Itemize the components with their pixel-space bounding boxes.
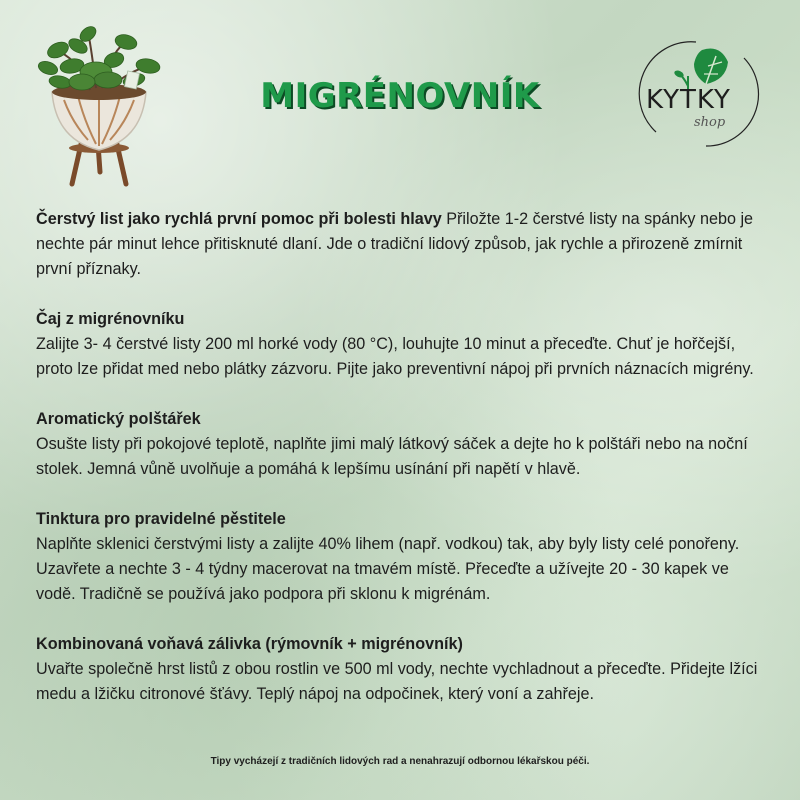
tip-heading: Tinktura pro pravidelné pěstitele (36, 510, 286, 528)
tip-body: Osušte listy při pokojové teplotě, naplňte jimi malý látkový sáček a dejte ho k polštáři nebo na noční stolek. Jemná vůně uvolňuje a pomáhá k lepšímu usínání při napětí v hlavě. (36, 435, 748, 478)
logo-main-text: KYTKY (646, 85, 731, 115)
tip-heading: Čaj z migrénovníku (36, 310, 185, 328)
tip-heading: Aromatický polštářek (36, 410, 201, 428)
page-title: MIGRÉNOVNÍK (260, 76, 540, 116)
monstera-leaf-icon (694, 49, 728, 85)
kytky-shop-logo (636, 36, 764, 154)
tip-heading: Čerstvý list jako rychlá první pomoc při bolesti hlavy (36, 210, 442, 228)
tip-fresh-leaf (36, 207, 766, 282)
tip-tea (36, 307, 766, 382)
tip-infusion (36, 632, 766, 707)
tip-heading: Kombinovaná voňavá zálivka (rýmovník + migrénovník) (36, 635, 463, 653)
tip-body: Přiložte 1-2 čerstvé listy na spánky nebo je nechte pár minut lehce přitisknuté dlaní. Jde o tradiční lidový způsob, jak rychle a přirozeně zmírnit první příznaky. (36, 210, 754, 278)
disclaimer-footnote: Tipy vycházejí z tradičních lidových rad a nenahrazují odbornou lékařskou péči. (210, 756, 590, 767)
tips-content (36, 207, 766, 732)
logo-sub-text: shop (694, 115, 726, 130)
tip-pillow (36, 407, 766, 482)
tip-body: Naplňte sklenici čerstvými listy a zalijte 40% lihem (např. vodkou) tak, aby byly listy celé ponořeny. Uzavřete a nechte 3 - 4 týdny macerovat na tmavém místě. Přeceďte a užívejte 20 - 30 kapek ve vodě. Tradičně se používá jako podpora při sklonu k migrénám. (36, 535, 740, 603)
tip-body: Uvařte společně hrst listů z obou rostlin ve 500 ml vody, nechte vychladnout a přeceďte. Přidejte lžíci medu a lžičku citronové šťávy. Teplý nápoj na odpočinek, který voní a zahřeje. (36, 660, 758, 703)
logo-mark (636, 36, 764, 154)
tip-tincture (36, 507, 766, 607)
tip-body: Zalijte 3- 4 čerstvé listy 200 ml horké vody (80 °C), louhujte 10 minut a přeceďte. Chuť je hořčejší, proto lze přidat med nebo plátky zázvoru. Pijte jako preventivní nápoj při prvních náznacích migrény. (36, 335, 754, 378)
